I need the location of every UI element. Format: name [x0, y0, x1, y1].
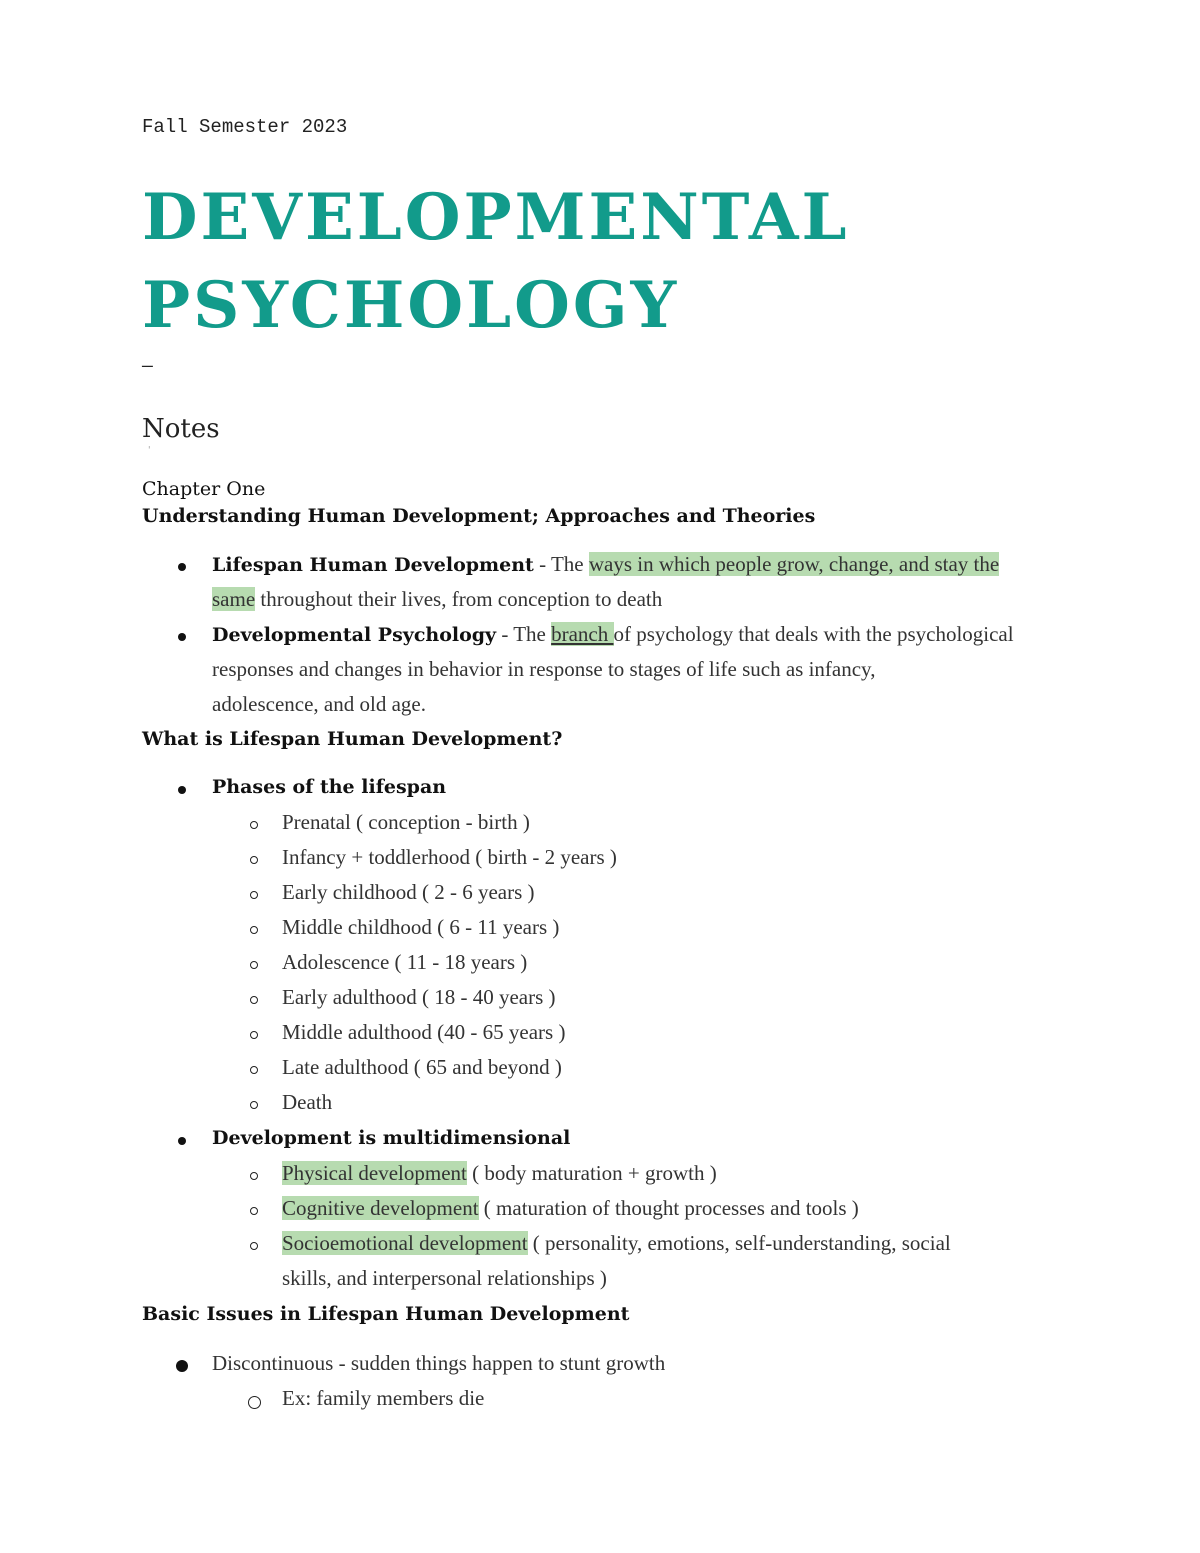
dimension-item — [282, 1196, 859, 1221]
highlighted-term: Socioemotional development — [282, 1231, 528, 1255]
section-heading-what: What is Lifespan Human Development? — [142, 728, 563, 750]
circle-bullet-icon — [250, 891, 258, 899]
dimension-description: ( maturation of thought processes and tools ) — [478, 1196, 859, 1220]
circle-bullet-icon — [250, 1242, 258, 1250]
circle-bullet-icon — [250, 996, 258, 1004]
basic-issue-item: Discontinuous - sudden things happen to stunt growth — [212, 1351, 666, 1375]
notes-heading: Notes — [142, 414, 220, 444]
circle-bullet-icon — [250, 926, 258, 934]
dimension-description: ( personality, emotions, self-understanding, social — [527, 1231, 951, 1255]
chapter-subtitle: Understanding Human Development; Approaches and Theories — [142, 505, 816, 527]
highlighted-term: Cognitive development — [282, 1196, 479, 1220]
circle-bullet-icon — [250, 1066, 258, 1074]
circle-bullet-icon — [250, 1207, 258, 1215]
highlighted-phrase: ways in which people grow, change, and stay the — [588, 552, 1000, 576]
circle-bullet-icon — [250, 821, 258, 829]
tick-mark: ' — [148, 446, 151, 456]
definition-pre: - The — [533, 552, 589, 576]
phase-item: Late adulthood ( 65 and beyond ) — [282, 1055, 562, 1079]
definition-devpsych-line2: responses and changes in behavior in response to stages of life such as infancy, — [212, 657, 876, 681]
definition-lifespan — [212, 552, 999, 577]
bullet-icon — [176, 1360, 188, 1372]
phase-item: Infancy + toddlerhood ( birth - 2 years ) — [282, 845, 617, 869]
highlighted-word: same — [212, 587, 256, 611]
circle-bullet-icon — [248, 1396, 261, 1409]
highlighted-underlined-word: branch — [551, 622, 614, 646]
term-devpsych: Developmental Psychology — [212, 624, 497, 646]
phase-item: Middle childhood ( 6 - 11 years ) — [282, 915, 560, 939]
definition-lifespan-line2 — [212, 587, 662, 612]
bullet-icon — [178, 786, 186, 794]
definition-devpsych-line3: adolescence, and old age. — [212, 692, 426, 716]
circle-bullet-icon — [250, 1172, 258, 1180]
phase-item: Early adulthood ( 18 - 40 years ) — [282, 985, 556, 1009]
bullet-icon — [178, 1137, 186, 1145]
circle-bullet-icon — [250, 1101, 258, 1109]
highlighted-term: Physical development — [282, 1161, 467, 1185]
definition-rest: throughout their lives, from conception to death — [255, 587, 663, 611]
circle-bullet-icon — [250, 856, 258, 864]
circle-bullet-icon — [250, 961, 258, 969]
basic-issue-subitem: Ex: family members die — [282, 1386, 485, 1410]
definition-devpsych — [212, 622, 1014, 647]
page-title-line-1: DEVELOPMENTAL — [142, 180, 850, 255]
circle-bullet-icon — [250, 1031, 258, 1039]
phase-item: Middle adulthood (40 - 65 years ) — [282, 1020, 566, 1044]
semester-label: Fall Semester 2023 — [142, 116, 348, 138]
chapter-label: Chapter One — [142, 478, 266, 500]
dimension-description: ( body maturation + growth ) — [466, 1161, 717, 1185]
phases-heading: Phases of the lifespan — [212, 776, 447, 798]
bullet-icon — [178, 633, 186, 641]
definition-pre: - The — [496, 622, 552, 646]
section-heading-basic: Basic Issues in Lifespan Human Development — [142, 1303, 630, 1325]
bullet-icon — [178, 563, 186, 571]
dimension-item — [282, 1161, 717, 1186]
dimension-item — [282, 1231, 951, 1256]
multidimensional-heading: Development is multidimensional — [212, 1127, 571, 1149]
dimension-item-line2: skills, and interpersonal relationships ) — [282, 1266, 607, 1290]
definition-rest: of psychology that deals with the psychological — [613, 622, 1014, 646]
phase-item: Prenatal ( conception - birth ) — [282, 810, 530, 834]
term-lifespan: Lifespan Human Development — [212, 554, 534, 576]
title-separator: — — [142, 357, 153, 377]
page-title-line-2: PSYCHOLOGY — [142, 268, 680, 343]
phase-item: Death — [282, 1090, 333, 1114]
phase-item: Early childhood ( 2 - 6 years ) — [282, 880, 535, 904]
phase-item: Adolescence ( 11 - 18 years ) — [282, 950, 528, 974]
